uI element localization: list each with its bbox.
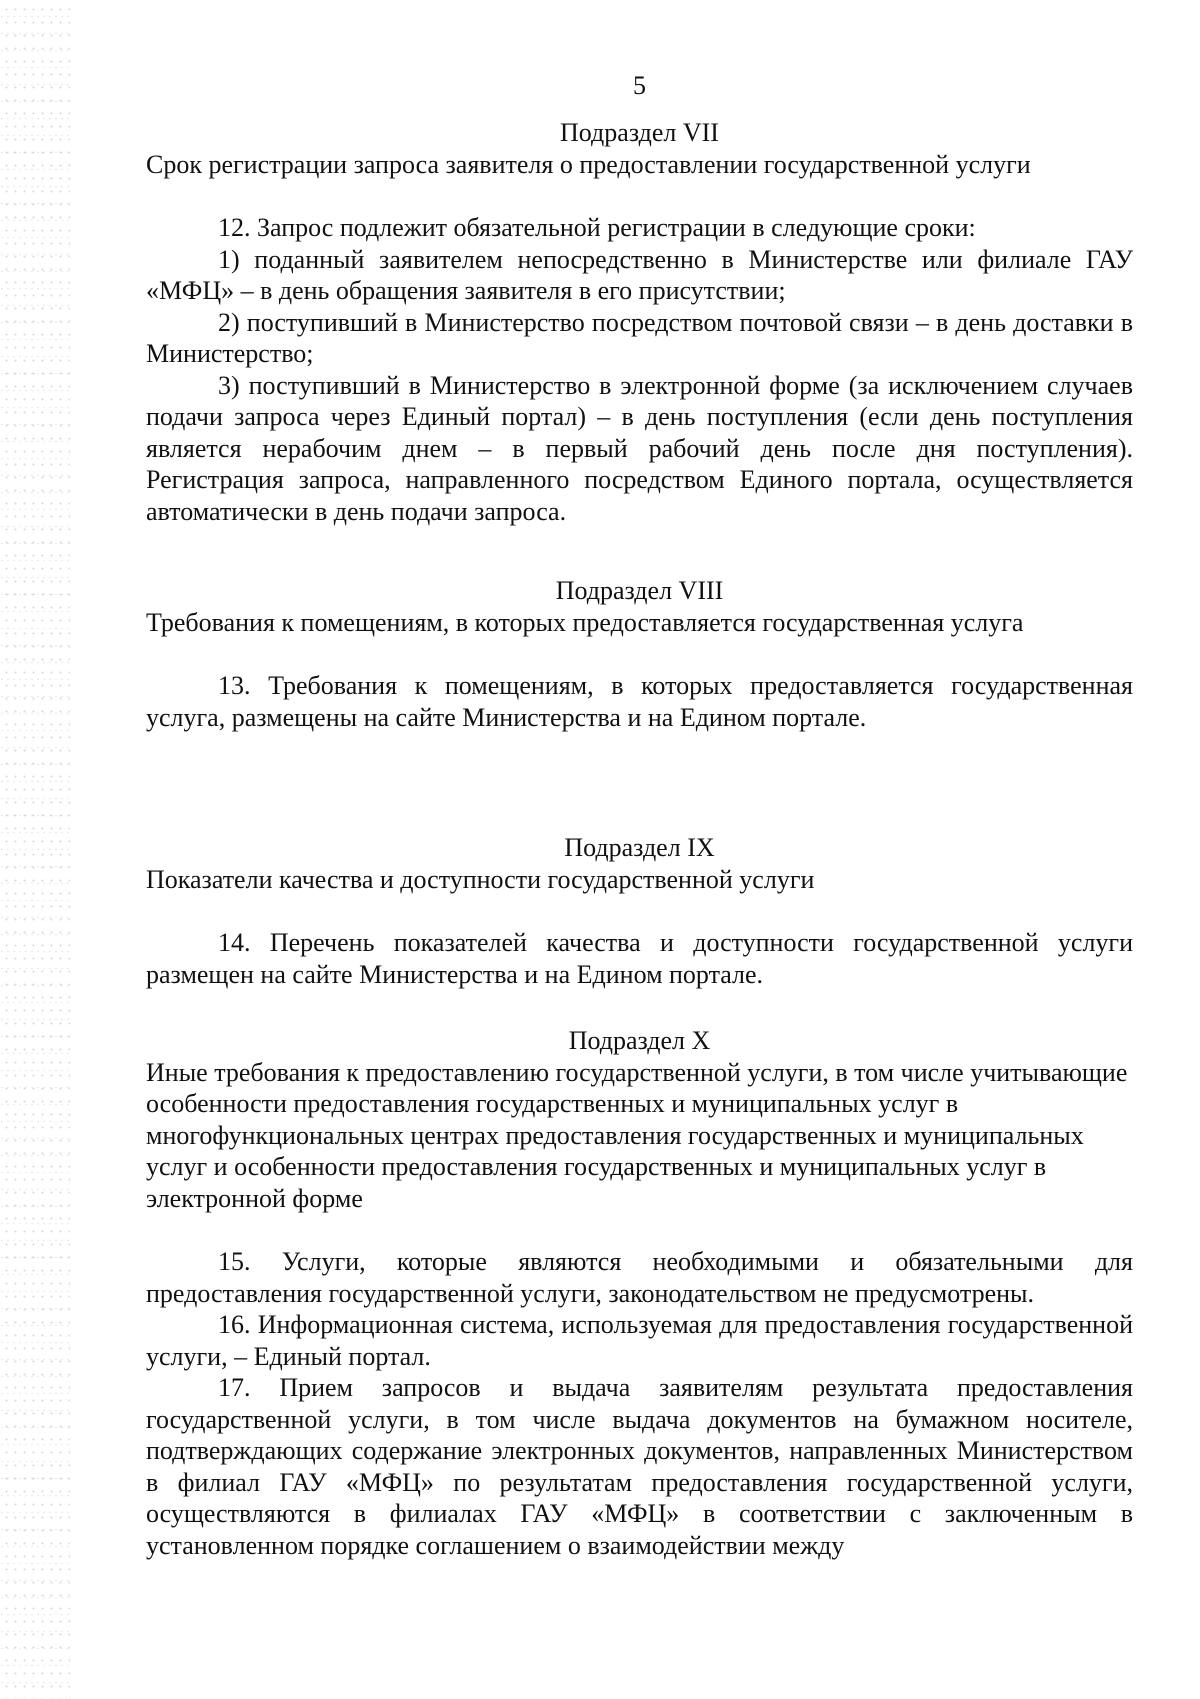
subsection-title-line: муниципальных услуг в электронной форме — [146, 1152, 1047, 1213]
subsection-title-line: государственной услуги — [763, 149, 1031, 179]
subsection-title-line: Иные требования к предоставлению государственной услуги, в том числе — [146, 1057, 964, 1087]
subsection-title-line: услуг в многофункциональных центрах предоставления государственных и — [146, 1089, 959, 1150]
paragraph: 2) поступивший в Министерство посредством почтовой связи – в день доставки в Министерство; — [146, 307, 1133, 368]
paragraph: 12. Запрос подлежит обязательной регистрации в следующие сроки: — [218, 213, 976, 242]
subsection-vii — [146, 117, 1133, 527]
subsection-x — [146, 1025, 1133, 1561]
scan-noise-edge — [0, 0, 70, 1699]
subsection-title-line: Показатели качества и доступности государственной услуги — [146, 864, 815, 894]
subsection-ix — [146, 832, 1133, 990]
page-number: 5 — [633, 71, 646, 100]
paragraph: 17. Прием запросов и выдача заявителям результата предоставления государственной услуги, в том числе выдача документов на бумажном носителе, подтверждающих содержание электронных документов, направленных Министерством в филиал ГАУ «МФЦ» по результатам предоставления государственной услуги, осуществляются в филиалах ГАУ «МФЦ» в соответствии с заключенным в установленном порядке соглашением о взаимодействии между — [146, 1373, 1133, 1560]
subsection-heading: Подраздел IX — [564, 833, 715, 862]
paragraph: 14. Перечень показателей качества и доступности государственной услуги размещен на сайте Министерства и на Едином портале. — [146, 928, 1133, 989]
paragraph: 1) поданный заявителем непосредственно в Министерстве или филиале ГАУ «МФЦ» – в день обращения заявителя в его присутствии; — [146, 244, 1133, 305]
subsection-heading: Подраздел X — [568, 1026, 711, 1055]
subsection-title-line: Срок регистрации запроса заявителя о предоставлении — [146, 149, 758, 179]
paragraph: 16. Информационная система, используемая для предоставления государственной услуги, – Единый портал. — [146, 1310, 1133, 1371]
subsection-title-line: государственная услуга — [762, 607, 1024, 637]
subsection-title-line: муниципальных услуг и особенности предоставления государственных и — [146, 1120, 1084, 1181]
paragraph: 15. Услуги, которые являются необходимыми и обязательными для предоставления государственной услуги, законодательством не предусмотрены. — [146, 1247, 1133, 1308]
subsection-heading: Подраздел VII — [560, 118, 719, 147]
subsection-title-line: Требования к помещениям, в которых предоставляется — [146, 607, 756, 637]
subsection-viii — [146, 575, 1133, 733]
subsection-title-line: учитывающие особенности предоставления государственных и муниципальных — [146, 1057, 1128, 1118]
paragraph: 3) поступивший в Министерство в электронной форме (за исключением случаев подачи запроса через Единый портал) – в день поступления (если день поступления является нерабочим днем – в первый рабочий день после дня поступления). Регистрация запроса, направленного посредством Единого портала, осуществляется автоматически в день подачи запроса. — [146, 370, 1133, 526]
paragraph: 13. Требования к помещениям, в которых предоставляется государственная услуга, размещены на сайте Министерства и на Едином портале. — [146, 671, 1133, 732]
subsection-heading: Подраздел VIII — [555, 576, 724, 605]
